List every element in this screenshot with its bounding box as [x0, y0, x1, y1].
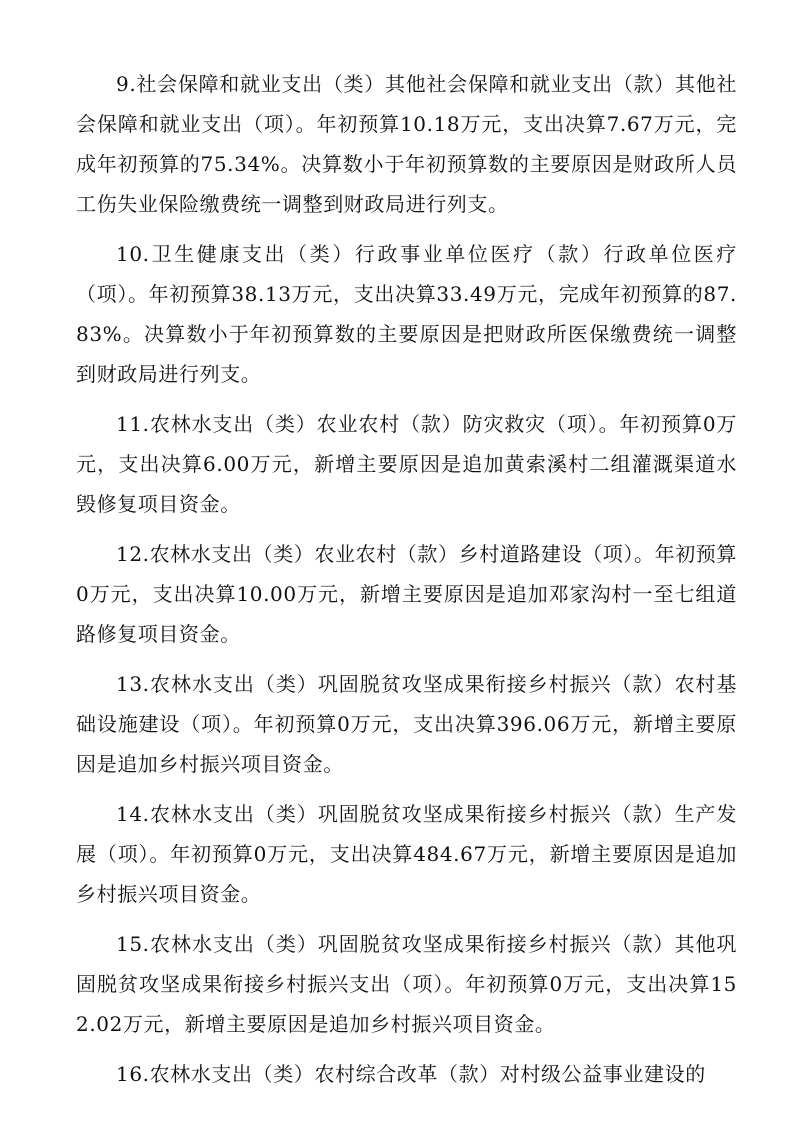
paragraph-item-11: 11.农林水支出（类）农业农村（款）防灾救灾（项）。年初预算0万元，支出决算6.00万元，新增主要原因是追加黄索溪村二组灌溉渠道水毁修复项目资金。 [76, 412, 737, 516]
paragraph-item-10: 10.卫生健康支出（类）行政事业单位医疗（款）行政单位医疗（项）。年初预算38.13万元，支出决算33.49万元，完成年初预算的87.83%。决算数小于年初预算数的主要原因是把财政所医保缴费统一调整到财政局进行列支。 [76, 242, 737, 386]
paragraph-item-15: 15.农林水支出（类）巩固脱贫攻坚成果衔接乡村振兴（款）其他巩固脱贫攻坚成果衔接乡村振兴支出（项）。年初预算0万元，支出决算152.02万元，新增主要原因是追加乡村振兴项目资金。 [76, 932, 737, 1036]
paragraph-item-13: 13.农林水支出（类）巩固脱贫攻坚成果衔接乡村振兴（款）农村基础设施建设（项）。年初预算0万元，支出决算396.06万元，新增主要原因是追加乡村振兴项目资金。 [76, 672, 737, 776]
paragraph-item-9: 9.社会保障和就业支出（类）其他社会保障和就业支出（款）其他社会保障和就业支出（项）。年初预算10.18万元，支出决算7.67万元，完成年初预算的75.34%。决算数小于年初预算数的主要原因是财政所人员工伤失业保险缴费统一调整到财政局进行列支。 [76, 72, 737, 216]
paragraph-item-12: 12.农林水支出（类）农业农村（款）乡村道路建设（项）。年初预算0万元，支出决算10.00万元，新增主要原因是追加邓家沟村一至七组道路修复项目资金。 [76, 542, 738, 646]
paragraph-item-14: 14.农林水支出（类）巩固脱贫攻坚成果衔接乡村振兴（款）生产发展（项）。年初预算0万元，支出决算484.67万元，新增主要原因是追加乡村振兴项目资金。 [76, 802, 737, 906]
paragraph-item-16: 16.农林水支出（类）农村综合改革（款）对村级公益事业建设的 [116, 1062, 706, 1086]
